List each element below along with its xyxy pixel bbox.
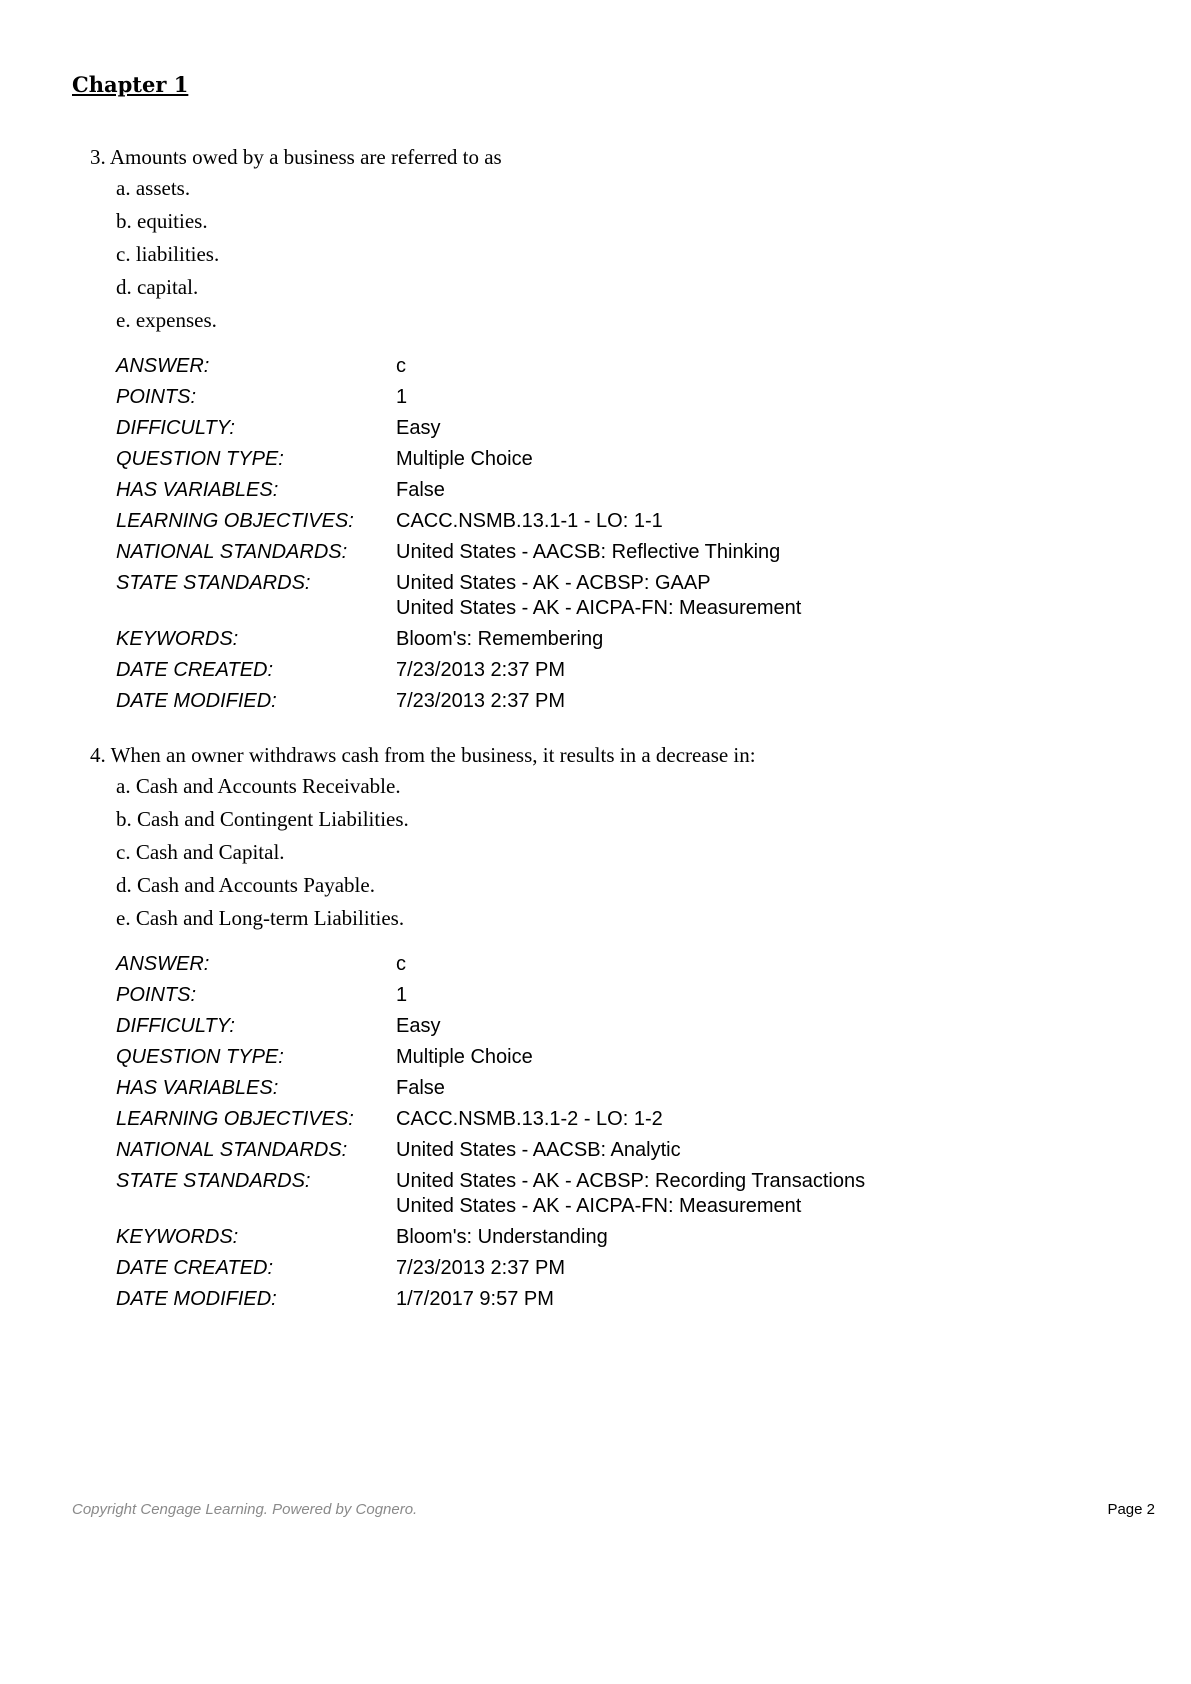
choice-text: Cash and Long-term Liabilities. xyxy=(135,906,405,930)
meta-row-national-standards xyxy=(116,1135,865,1166)
meta-row-date-modified xyxy=(116,686,801,717)
state-standard-line: United States - AK - ACBSP: Recording Transactions xyxy=(396,1170,866,1192)
meta-row-difficulty xyxy=(116,413,801,444)
meta-value xyxy=(396,1166,865,1222)
meta-row-keywords xyxy=(116,1222,865,1253)
choice-letter: e. xyxy=(116,308,131,332)
choice-letter: c. xyxy=(116,840,131,864)
question-metadata xyxy=(116,351,801,717)
meta-value: c xyxy=(396,355,406,377)
meta-row-points xyxy=(116,382,801,413)
meta-label: KEYWORDS: xyxy=(116,1226,239,1248)
meta-row-keywords xyxy=(116,624,801,655)
meta-label: ANSWER: xyxy=(116,355,210,377)
question-text: When an owner withdraws cash from the business, it results in a decrease in: xyxy=(110,743,756,767)
choice-d xyxy=(116,869,1090,902)
meta-value: False xyxy=(396,1077,445,1099)
meta-label: DATE CREATED: xyxy=(116,659,274,681)
choice-b xyxy=(116,205,1090,238)
choice-list xyxy=(90,172,1090,337)
choice-letter: a. xyxy=(116,774,131,798)
meta-label: KEYWORDS: xyxy=(116,628,239,650)
meta-value: False xyxy=(396,479,445,501)
choice-text: assets. xyxy=(135,176,191,200)
meta-label: DIFFICULTY: xyxy=(116,417,235,439)
question-number: 4. xyxy=(90,743,106,767)
choice-letter: b. xyxy=(116,807,132,831)
choice-letter: a. xyxy=(116,176,131,200)
meta-row-state-standards xyxy=(116,1166,865,1222)
meta-label: NATIONAL STANDARDS: xyxy=(116,1139,348,1161)
meta-row-date-modified xyxy=(116,1284,865,1315)
choice-text: liabilities. xyxy=(135,242,220,266)
choice-c xyxy=(116,836,1090,869)
meta-value: United States - AACSB: Analytic xyxy=(396,1139,681,1161)
question-text: Amounts owed by a business are referred to as xyxy=(109,145,502,169)
meta-value: United States - AACSB: Reflective Thinking xyxy=(396,541,781,563)
meta-label: DATE MODIFIED: xyxy=(116,690,277,712)
state-standard-line: United States - AK - AICPA-FN: Measurement xyxy=(396,1195,802,1217)
meta-label: QUESTION TYPE: xyxy=(116,1046,284,1068)
meta-value: CACC.NSMB.13.1-1 - LO: 1-1 xyxy=(396,510,663,532)
question-4 xyxy=(90,740,1090,1315)
meta-value: 1/7/2017 9:57 PM xyxy=(396,1288,554,1310)
meta-label: LEARNING OBJECTIVES: xyxy=(116,510,354,532)
meta-row-question-type xyxy=(116,444,801,475)
meta-value: Easy xyxy=(396,417,441,439)
meta-value: Easy xyxy=(396,1015,441,1037)
meta-value: 7/23/2013 2:37 PM xyxy=(396,1257,566,1279)
chapter-title: Chapter 1 xyxy=(72,72,189,97)
meta-row-national-standards xyxy=(116,537,801,568)
meta-value: 7/23/2013 2:37 PM xyxy=(396,659,566,681)
choice-text: Cash and Contingent Liabilities. xyxy=(137,807,409,831)
question-3 xyxy=(90,142,1090,717)
meta-row-learning-objectives xyxy=(116,506,801,537)
choice-e xyxy=(116,902,1090,935)
meta-value: Multiple Choice xyxy=(396,448,533,470)
choice-list xyxy=(90,770,1090,935)
meta-label: NATIONAL STANDARDS: xyxy=(116,541,348,563)
meta-row-difficulty xyxy=(116,1011,865,1042)
meta-label: LEARNING OBJECTIVES: xyxy=(116,1108,354,1130)
meta-row-learning-objectives xyxy=(116,1104,865,1135)
choice-text: expenses. xyxy=(135,308,217,332)
meta-row-date-created xyxy=(116,655,801,686)
question-number: 3. xyxy=(90,145,106,169)
meta-label: POINTS: xyxy=(116,984,197,1006)
choice-text: Cash and Capital. xyxy=(135,840,285,864)
meta-value: CACC.NSMB.13.1-2 - LO: 1-2 xyxy=(396,1108,663,1130)
choice-a xyxy=(116,172,1090,205)
choice-d xyxy=(116,271,1090,304)
choice-c xyxy=(116,238,1090,271)
meta-row-points xyxy=(116,980,865,1011)
meta-row-answer xyxy=(116,949,865,980)
question-metadata xyxy=(116,949,865,1315)
state-standard-line: United States - AK - ACBSP: GAAP xyxy=(396,572,711,594)
page-number: Page 2 xyxy=(1107,1501,1155,1518)
choice-letter: d. xyxy=(116,873,132,897)
meta-row-has-variables xyxy=(116,1073,865,1104)
meta-value: c xyxy=(396,953,406,975)
meta-row-state-standards xyxy=(116,568,801,624)
meta-label: DATE CREATED: xyxy=(116,1257,274,1279)
meta-value: 7/23/2013 2:37 PM xyxy=(396,690,566,712)
footer-copyright: Copyright Cengage Learning. Powered by Cognero. xyxy=(72,1501,418,1518)
meta-row-answer xyxy=(116,351,801,382)
choice-b xyxy=(116,803,1090,836)
choice-a xyxy=(116,770,1090,803)
state-standard-line: United States - AK - AICPA-FN: Measurement xyxy=(396,597,802,619)
meta-value: 1 xyxy=(396,386,408,408)
meta-label: QUESTION TYPE: xyxy=(116,448,284,470)
meta-value: 1 xyxy=(396,984,408,1006)
meta-value: Bloom's: Remembering xyxy=(396,628,604,650)
meta-value: Multiple Choice xyxy=(396,1046,533,1068)
meta-label: HAS VARIABLES: xyxy=(116,479,279,501)
meta-row-has-variables xyxy=(116,475,801,506)
meta-row-question-type xyxy=(116,1042,865,1073)
choice-letter: d. xyxy=(116,275,132,299)
choice-letter: e. xyxy=(116,906,131,930)
choice-e xyxy=(116,304,1090,337)
meta-label: ANSWER: xyxy=(116,953,210,975)
choice-text: capital. xyxy=(137,275,199,299)
choice-text: Cash and Accounts Receivable. xyxy=(135,774,401,798)
meta-label: STATE STANDARDS: xyxy=(116,572,311,594)
choice-text: Cash and Accounts Payable. xyxy=(137,873,375,897)
question-stem xyxy=(90,740,1090,770)
meta-label: DATE MODIFIED: xyxy=(116,1288,277,1310)
meta-label: POINTS: xyxy=(116,386,197,408)
choice-text: equities. xyxy=(137,209,208,233)
choice-letter: b. xyxy=(116,209,132,233)
question-stem xyxy=(90,142,1090,172)
meta-label: STATE STANDARDS: xyxy=(116,1170,311,1192)
meta-label: DIFFICULTY: xyxy=(116,1015,235,1037)
meta-value xyxy=(396,568,801,624)
meta-value: Bloom's: Understanding xyxy=(396,1226,608,1248)
meta-row-date-created xyxy=(116,1253,865,1284)
meta-label: HAS VARIABLES: xyxy=(116,1077,279,1099)
choice-letter: c. xyxy=(116,242,131,266)
